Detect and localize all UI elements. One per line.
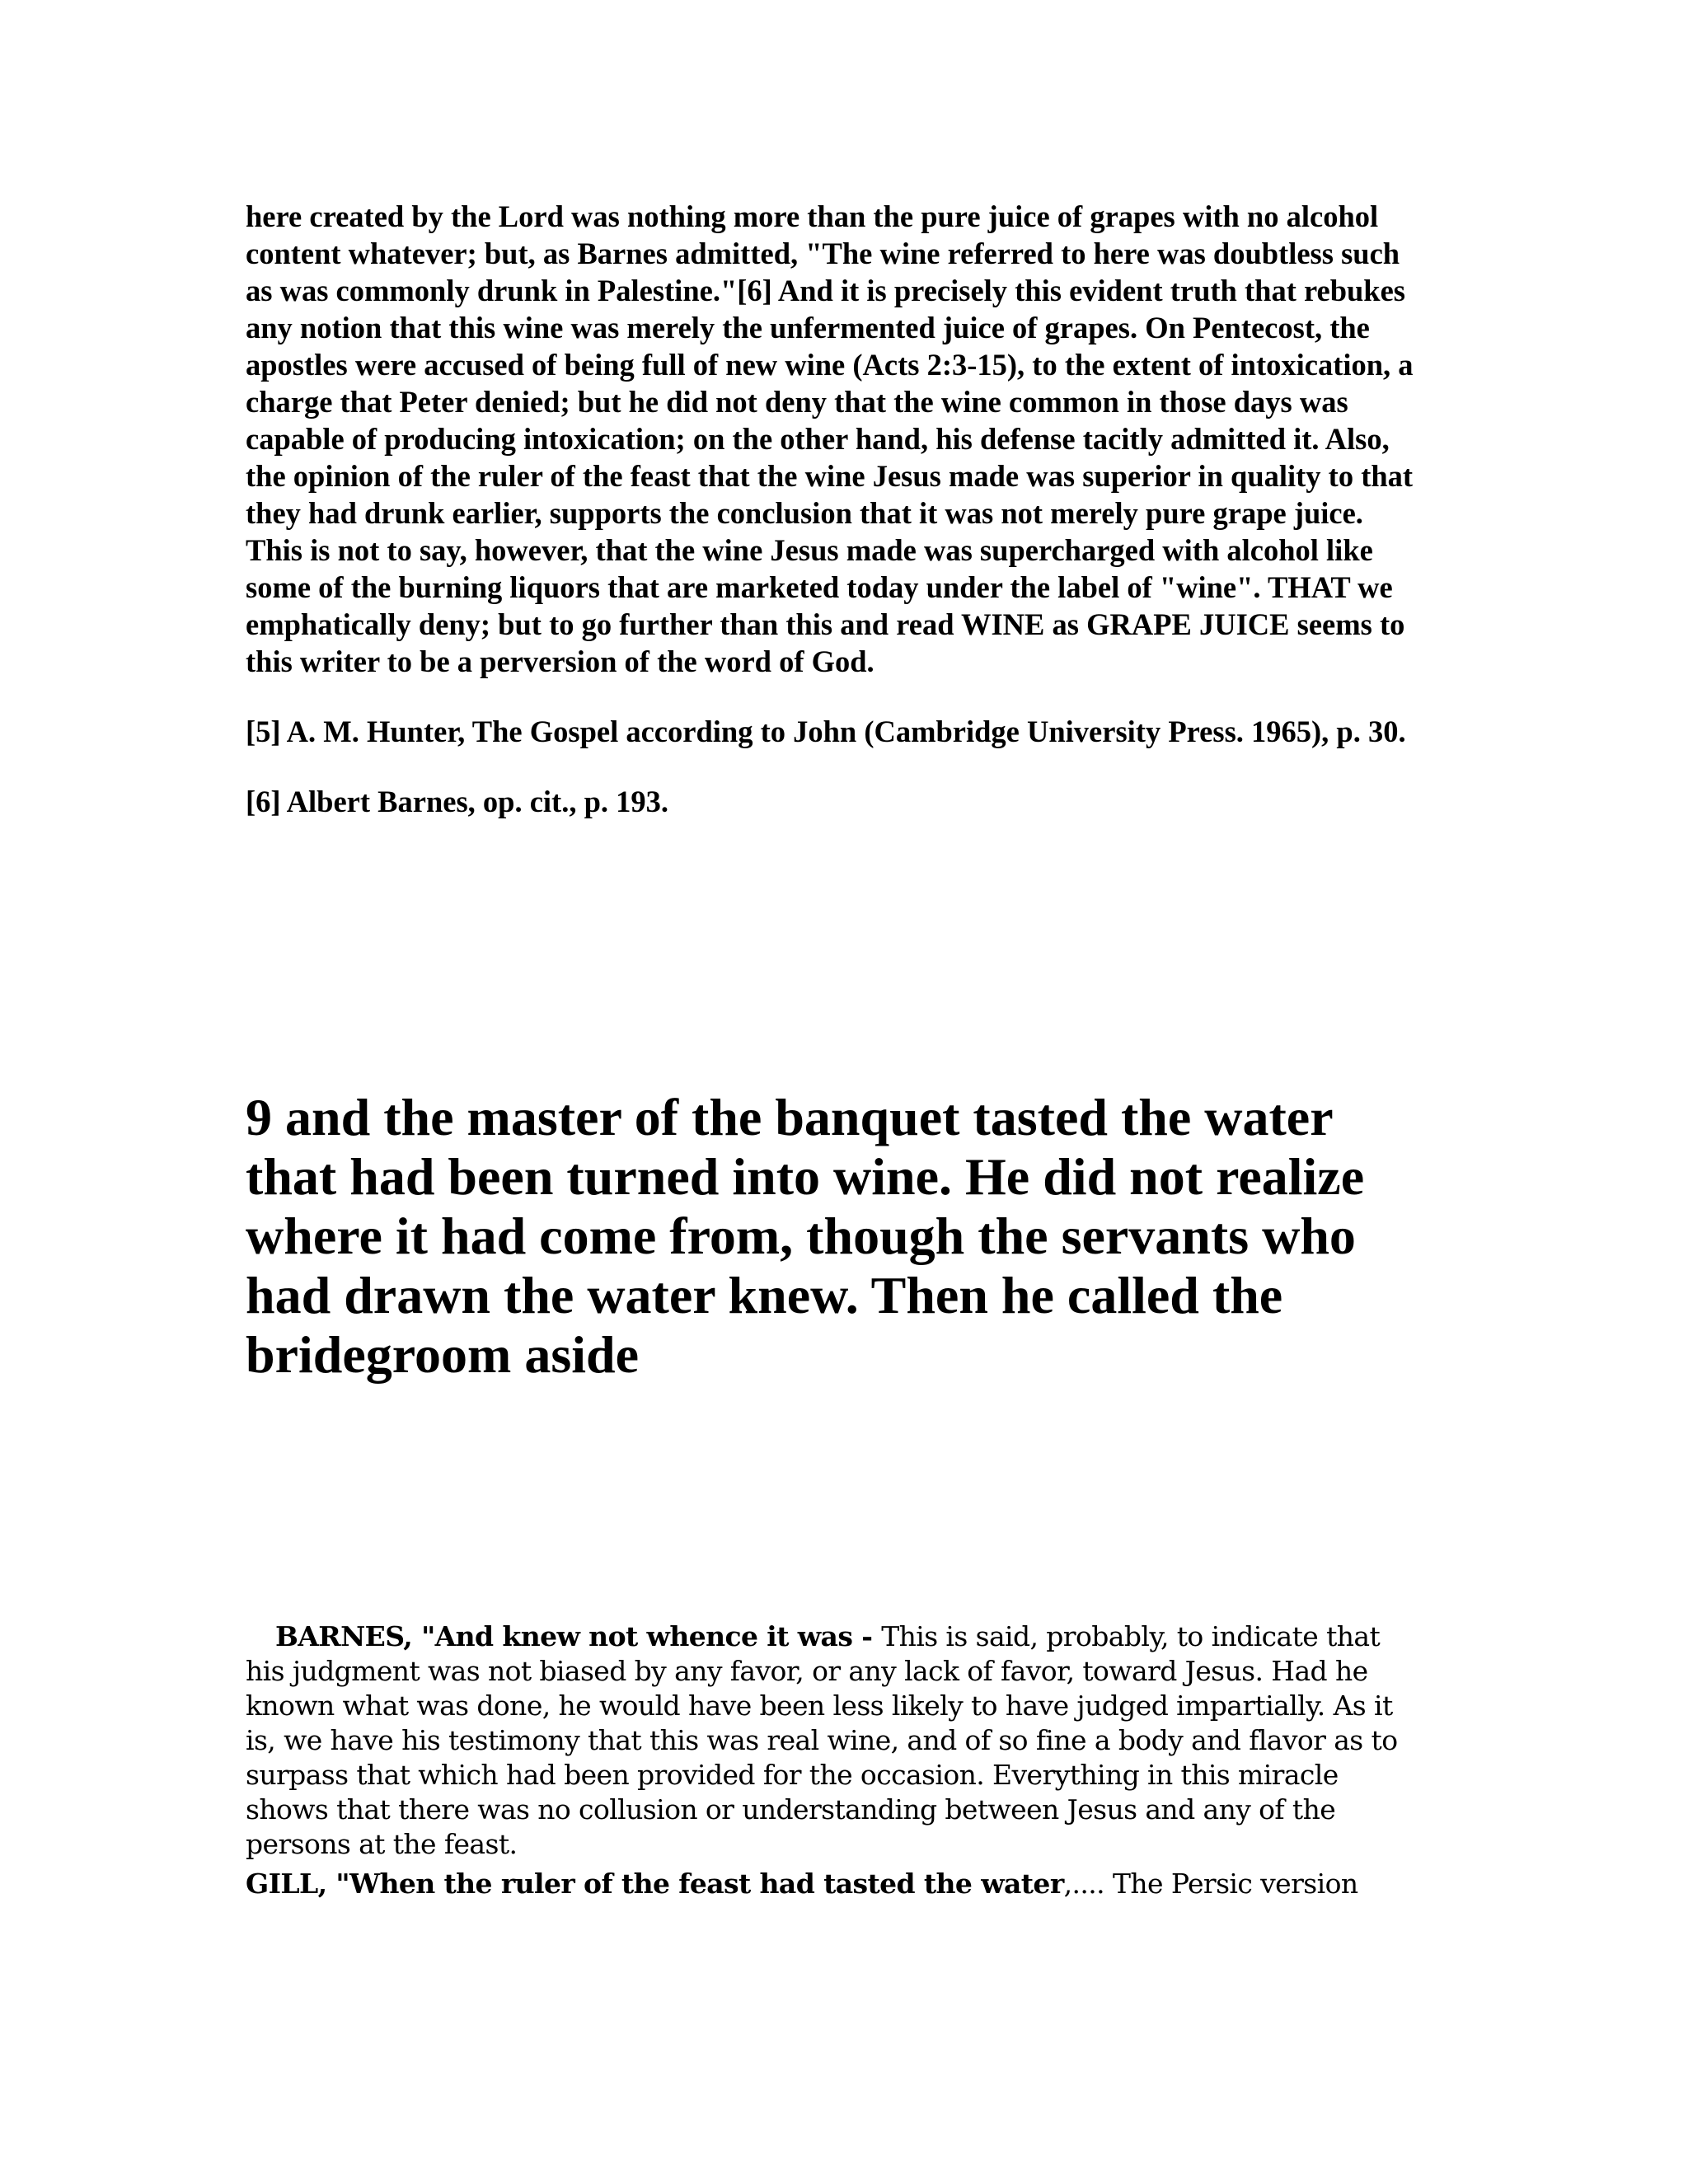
- gill-text: ,.... The Persic version: [1063, 1868, 1358, 1900]
- barnes-text: This is said, probably, to indicate that his judgment was not biased by any favor, or any lack of favor, toward Jesus. Had he known what was done, he would have been less likely to have judged impartially. As it is, we have his testimony that this was real wine, and of so fine a body and flavor as to surpass that which had been provided for the occasion. Everything in this miracle shows that there was no collusion or understanding between Jesus and any of the persons at the feast.: [246, 1620, 1398, 1860]
- barnes-lead: BARNES, "And knew not whence it was -: [275, 1620, 882, 1652]
- barnes-commentary: [246, 1619, 1424, 1862]
- verse-heading: 9 and the master of the banquet tasted the water that had been turned into wine. He did not realize where it had come from, though the servants who had drawn the water knew. Then he called the bridegroom aside: [246, 1088, 1365, 1384]
- body-paragraph: here created by the Lord was nothing more than the pure juice of grapes with no alcohol content whatever; but, as Barnes admitted, "The wine referred to here was doubtless such as was commonly drunk in Palestine."[6] And it is precisely this evident truth that rebukes any notion that this wine was merely the unfermented juice of grapes. On Pentecost, the apostles were accused of being full of new wine (Acts 2:3-15), to the extent of intoxication, a charge that Peter denied; but he did not deny that the wine common in those days was capable of producing intoxication; on the other hand, his defense tacitly admitted it. Also, the opinion of the ruler of the feast that the wine Jesus made was superior in quality to that they had drunk earlier, supports the conclusion that it was not merely pure grape juice. This is not to say, however, that the wine Jesus made was supercharged with alcohol like some of the burning liquors that are marketed today under the label of "wine". THAT we emphatically deny; but to go further than this and read WINE as GRAPE JUICE seems to this writer to be a perversion of the word of God.: [246, 199, 1414, 678]
- gill-lead: GILL, "When the ruler of the feast had tasted the water: [246, 1868, 1064, 1900]
- document-page: [246, 198, 1424, 1900]
- gill-commentary: [246, 1867, 1424, 1901]
- footnote-6: [6] Albert Barnes, op. cit., p. 193.: [246, 785, 668, 818]
- footnote-5: [5] A. M. Hunter, The Gospel according to John (Cambridge University Press. 1965), p. 30.: [246, 715, 1406, 748]
